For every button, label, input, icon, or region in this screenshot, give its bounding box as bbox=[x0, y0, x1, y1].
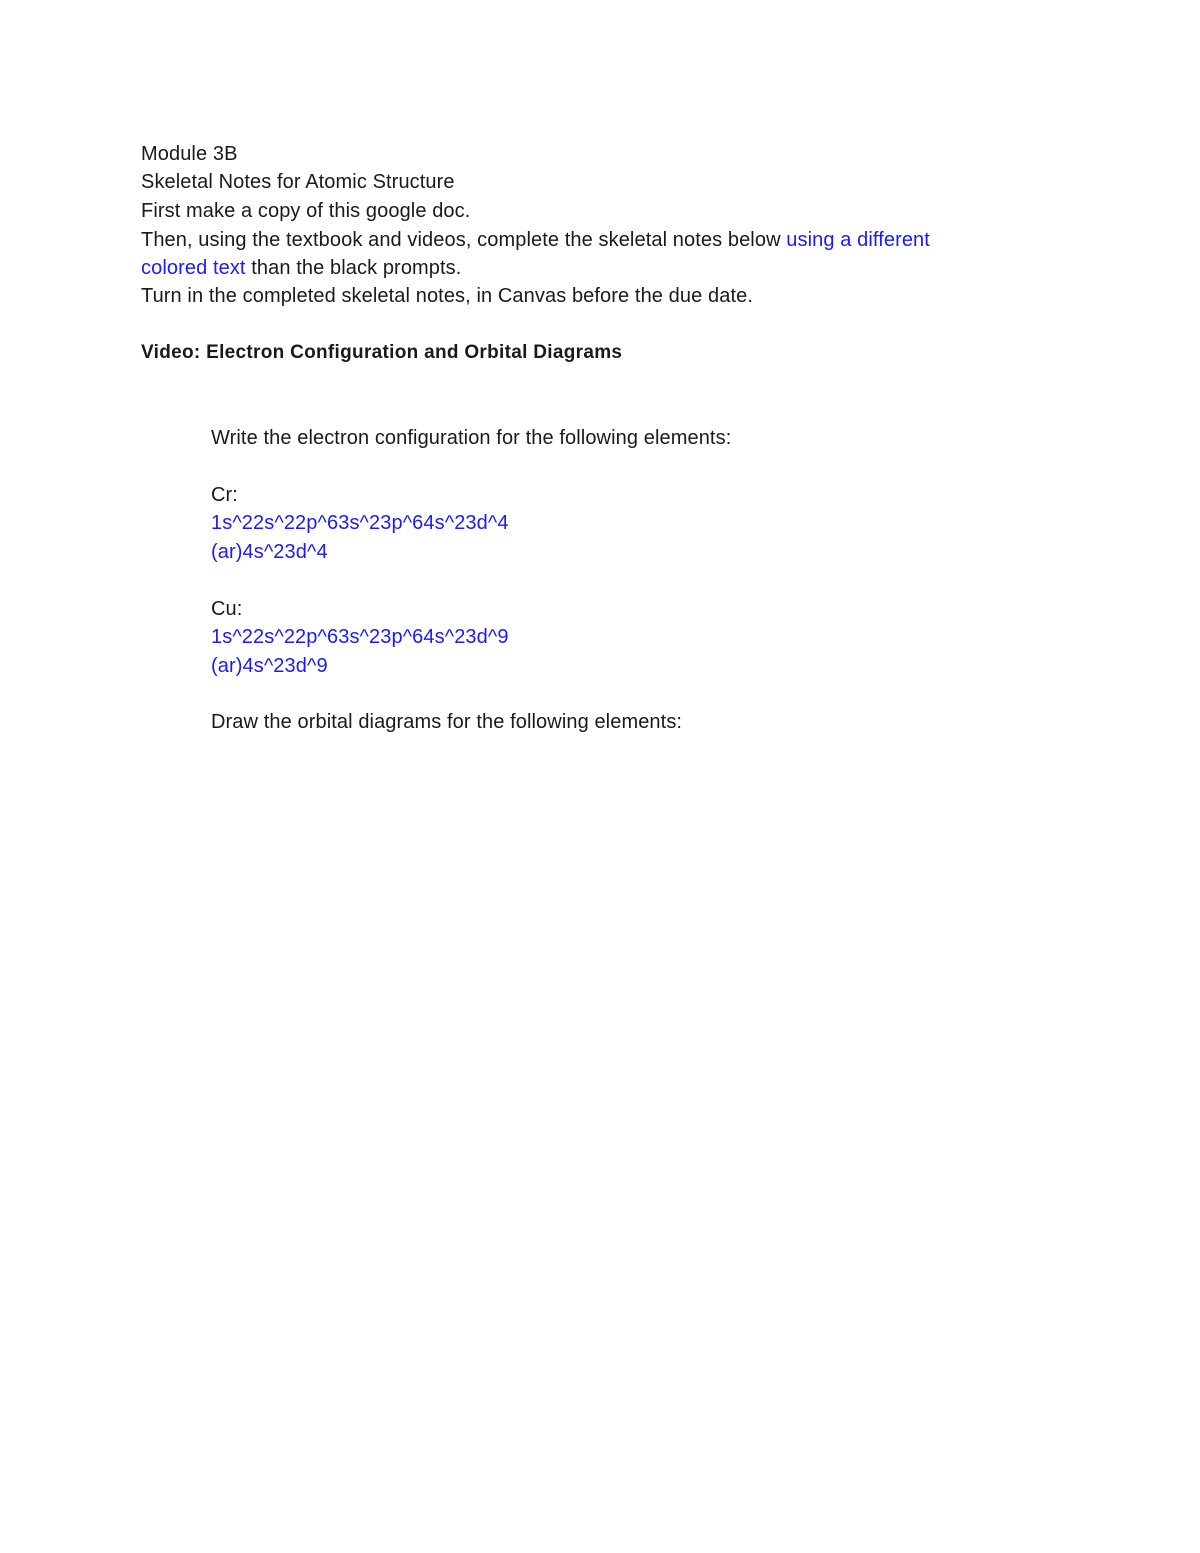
answer-cu-full-config: 1s^22s^22p^63s^23p^64s^23d^9 bbox=[211, 626, 509, 648]
prompt-orbital-diagrams: Draw the orbital diagrams for the following elements: bbox=[211, 711, 683, 733]
answer-cr-short-config: (ar)4s^23d^4 bbox=[211, 541, 328, 563]
element-label-cr: Cr: bbox=[211, 484, 238, 506]
instruction-complete-notes-cont bbox=[141, 254, 461, 282]
instruction-colored-text: colored text bbox=[141, 257, 246, 279]
instruction-copy-doc: First make a copy of this google doc. bbox=[141, 200, 471, 222]
section-heading: Video: Electron Configuration and Orbital Diagrams bbox=[141, 342, 623, 363]
instruction-colored-text: using a different bbox=[786, 229, 930, 251]
element-label-cu: Cu: bbox=[211, 598, 243, 620]
instruction-text: than the black prompts. bbox=[245, 257, 462, 279]
instruction-turn-in: Turn in the completed skeletal notes, in Canvas before the due date. bbox=[141, 285, 753, 307]
answer-cr-full-config: 1s^22s^22p^63s^23p^64s^23d^4 bbox=[211, 512, 509, 534]
instruction-complete-notes bbox=[141, 226, 930, 254]
instruction-text: Then, using the textbook and videos, complete the skeletal notes below bbox=[141, 229, 787, 251]
answer-cu-short-config: (ar)4s^23d^9 bbox=[211, 655, 328, 677]
prompt-electron-configuration: Write the electron configuration for the following elements: bbox=[211, 427, 732, 449]
document-subtitle: Skeletal Notes for Atomic Structure bbox=[141, 171, 455, 193]
module-title: Module 3B bbox=[141, 143, 238, 165]
